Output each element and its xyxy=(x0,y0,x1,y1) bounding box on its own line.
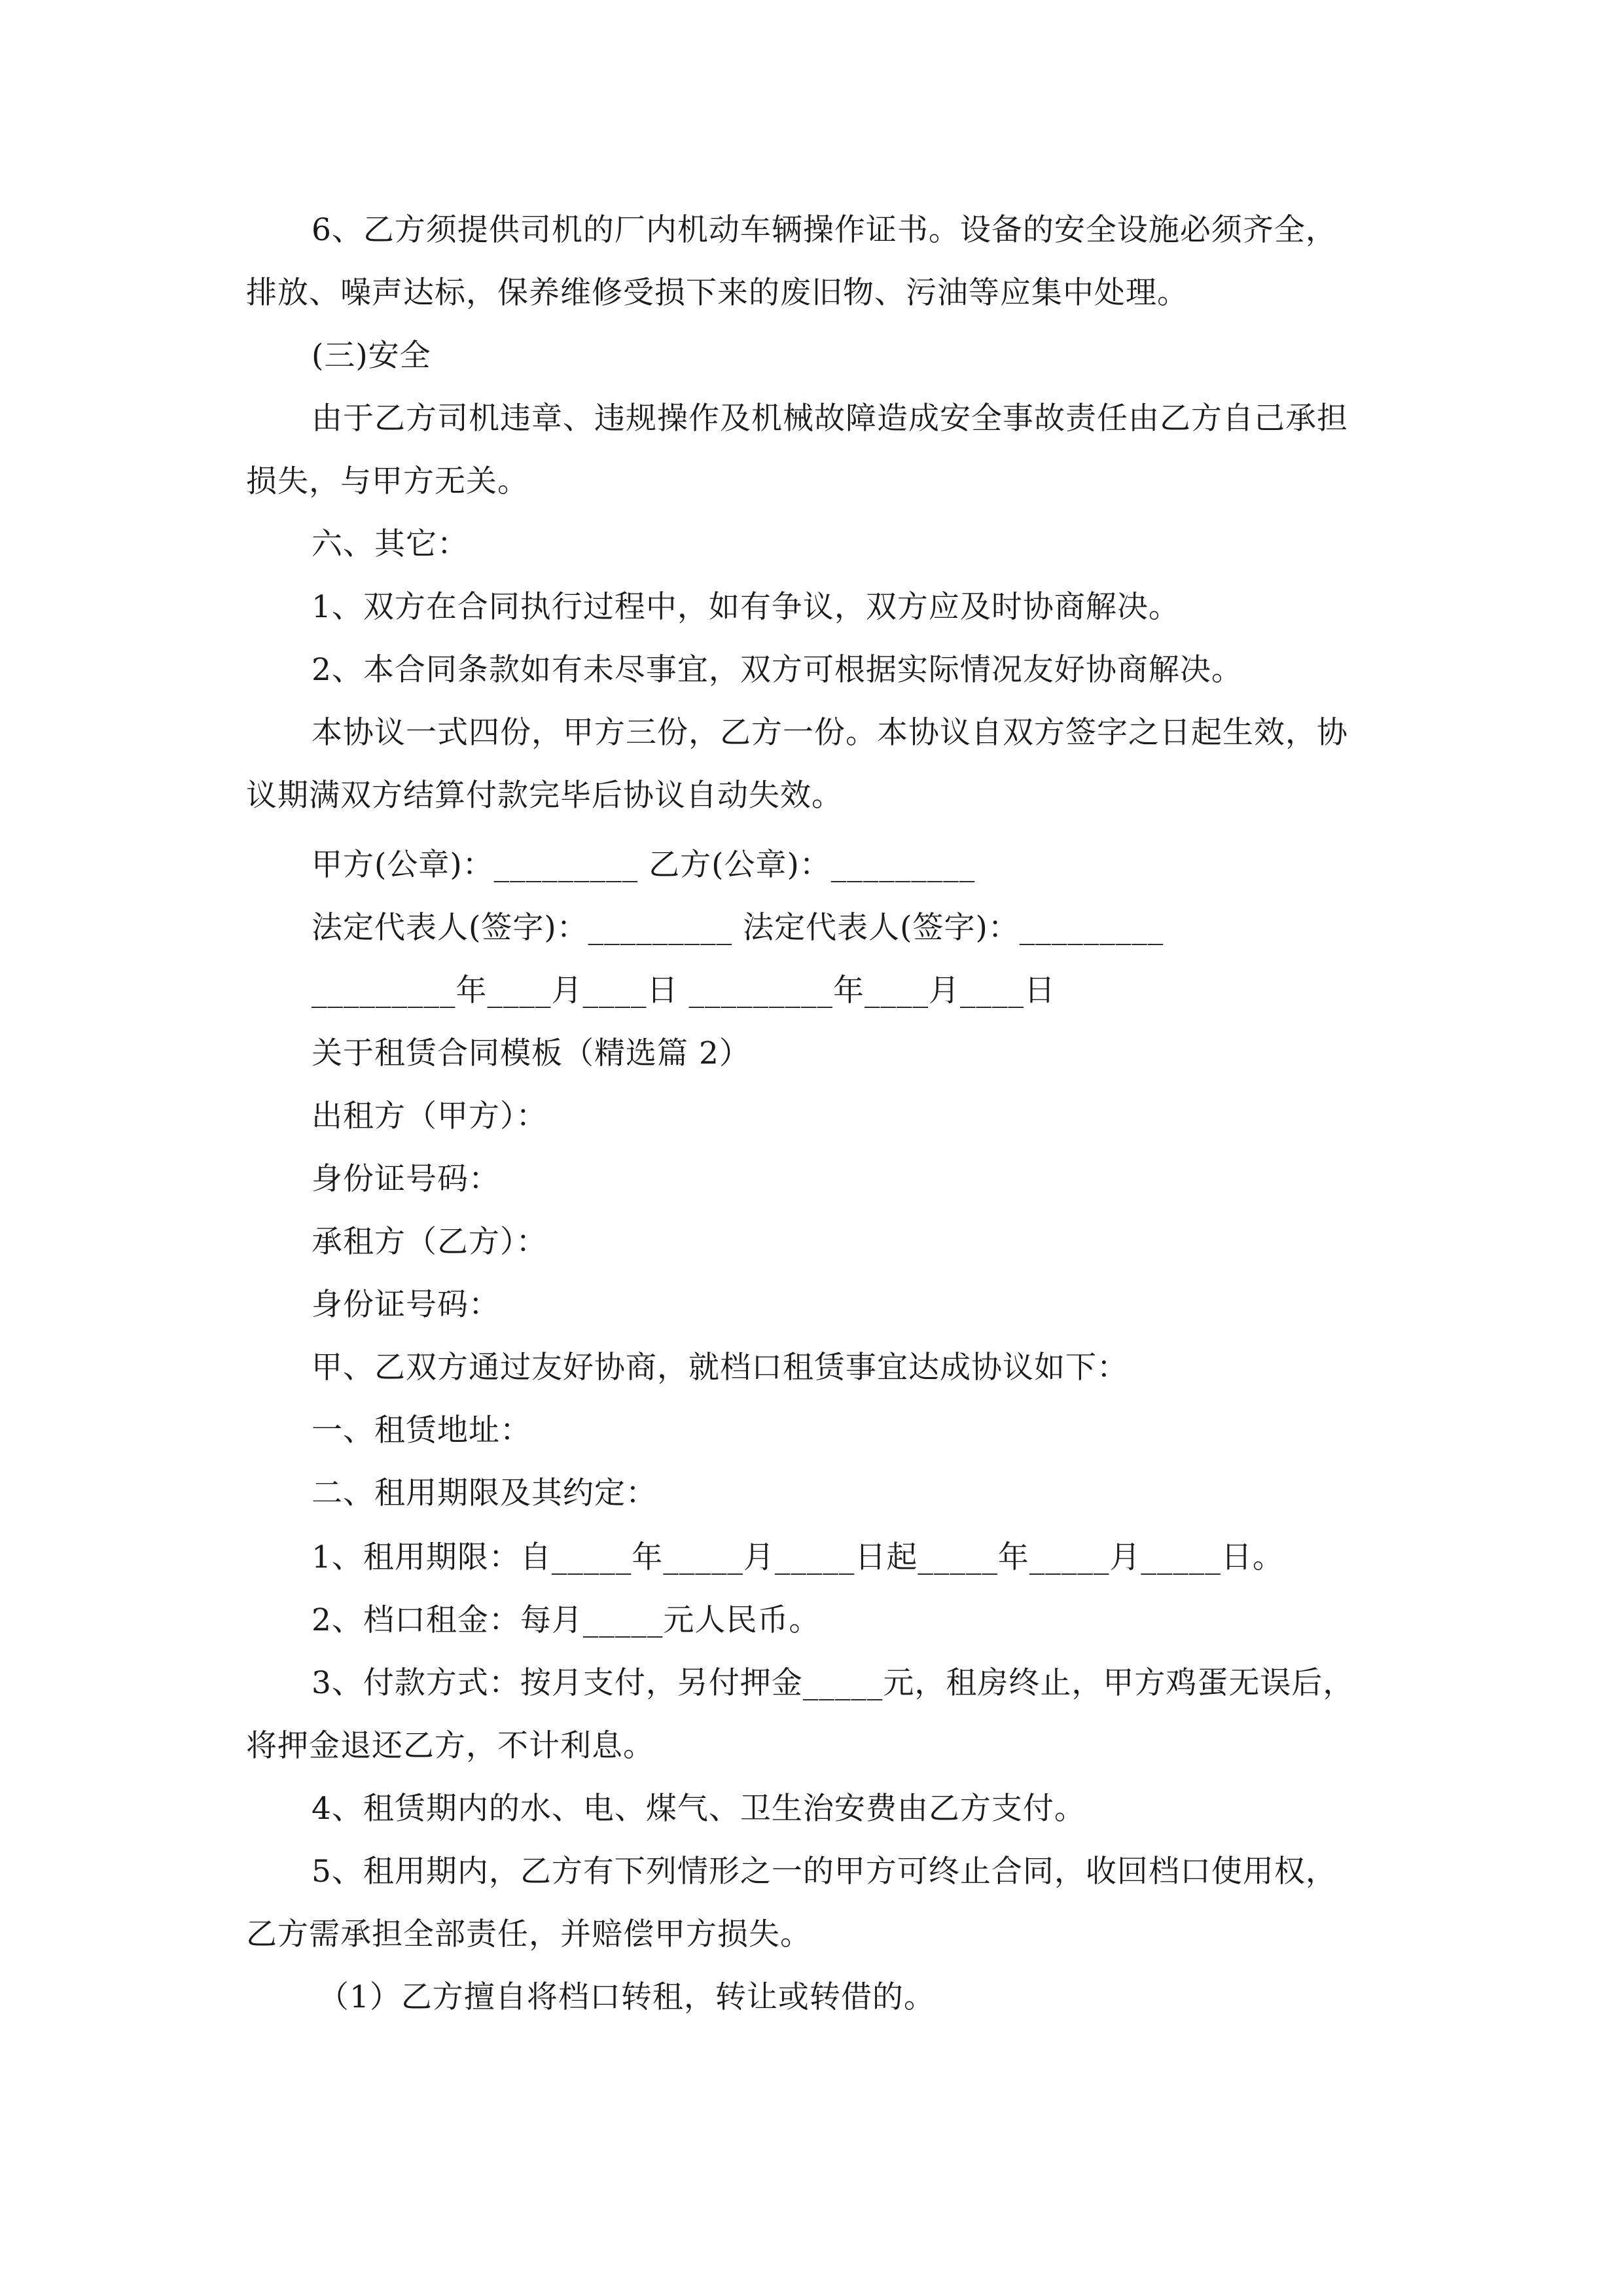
paragraph-line: 3、付款方式：按月支付，另付押金_____元，租房终止，甲方鸡蛋无误后， xyxy=(312,1665,1355,1701)
signature-line: 甲方(公章)：_________ 乙方(公章)：_________ xyxy=(312,847,976,883)
paragraph-line: 4、租赁期内的水、电、煤气、卫生治安费由乙方支付。 xyxy=(312,1791,1086,1827)
paragraph-line: （1）乙方擅自将档口转租，转让或转借的。 xyxy=(318,1979,935,2015)
document-title: 关于租赁合同模板（精选篇 2） xyxy=(312,1035,751,1071)
party-line: 身份证号码： xyxy=(312,1287,500,1323)
paragraph-line: 乙方需承担全部责任，并赔偿甲方损失。 xyxy=(246,1916,812,1952)
paragraph-line: 2、本合同条款如有未尽事宜，双方可根据实际情况友好协商解决。 xyxy=(312,652,1243,688)
section-heading: 六、其它： xyxy=(312,526,469,562)
paragraph-line: 5、租用期内，乙方有下列情形之一的甲方可终止合同，收回档口使用权， xyxy=(312,1854,1337,1890)
paragraph-line: 将押金退还乙方，不计利息。 xyxy=(246,1728,654,1764)
paragraph-line: 1、租用期限：自_____年_____月_____日起_____年_____月_____日。 xyxy=(312,1539,1284,1575)
paragraph-line: 损失，与甲方无关。 xyxy=(246,463,529,499)
paragraph-line: 6、乙方须提供司机的厂内机动车辆操作证书。设备的安全设施必须齐全， xyxy=(312,212,1337,248)
section-heading: (三)安全 xyxy=(312,338,431,374)
paragraph-line: 2、档口租金：每月_____元人民币。 xyxy=(312,1602,821,1638)
paragraph-line: 由于乙方司机违章、违规操作及机械故障造成安全事故责任由乙方自己承担 xyxy=(312,401,1348,437)
section-heading: 二、租用期限及其约定： xyxy=(312,1475,657,1511)
paragraph-line: 1、双方在合同执行过程中，如有争议，双方应及时协商解决。 xyxy=(312,589,1180,625)
party-line: 身份证号码： xyxy=(312,1161,500,1197)
section-heading: 一、租赁地址： xyxy=(312,1412,531,1448)
paragraph-line: 议期满双方结算付款完毕后协议自动失效。 xyxy=(246,778,843,814)
date-line: _________年____月____日 _________年____月____日 xyxy=(312,973,1056,1009)
signature-line: 法定代表人(签字)：_________ 法定代表人(签字)：_________ xyxy=(312,910,1164,946)
paragraph-line: 本协议一式四份，甲方三份，乙方一份。本协议自双方签字之日起生效，协 xyxy=(312,715,1348,751)
paragraph-line: 排放、噪声达标，保养维修受损下来的废旧物、污油等应集中处理。 xyxy=(246,275,1188,311)
party-line: 出租方（甲方）： xyxy=(312,1098,548,1134)
party-line: 承租方（乙方）： xyxy=(312,1224,548,1260)
paragraph-line: 甲、乙双方通过友好协商，就档口租赁事宜达成协议如下： xyxy=(312,1350,1128,1386)
